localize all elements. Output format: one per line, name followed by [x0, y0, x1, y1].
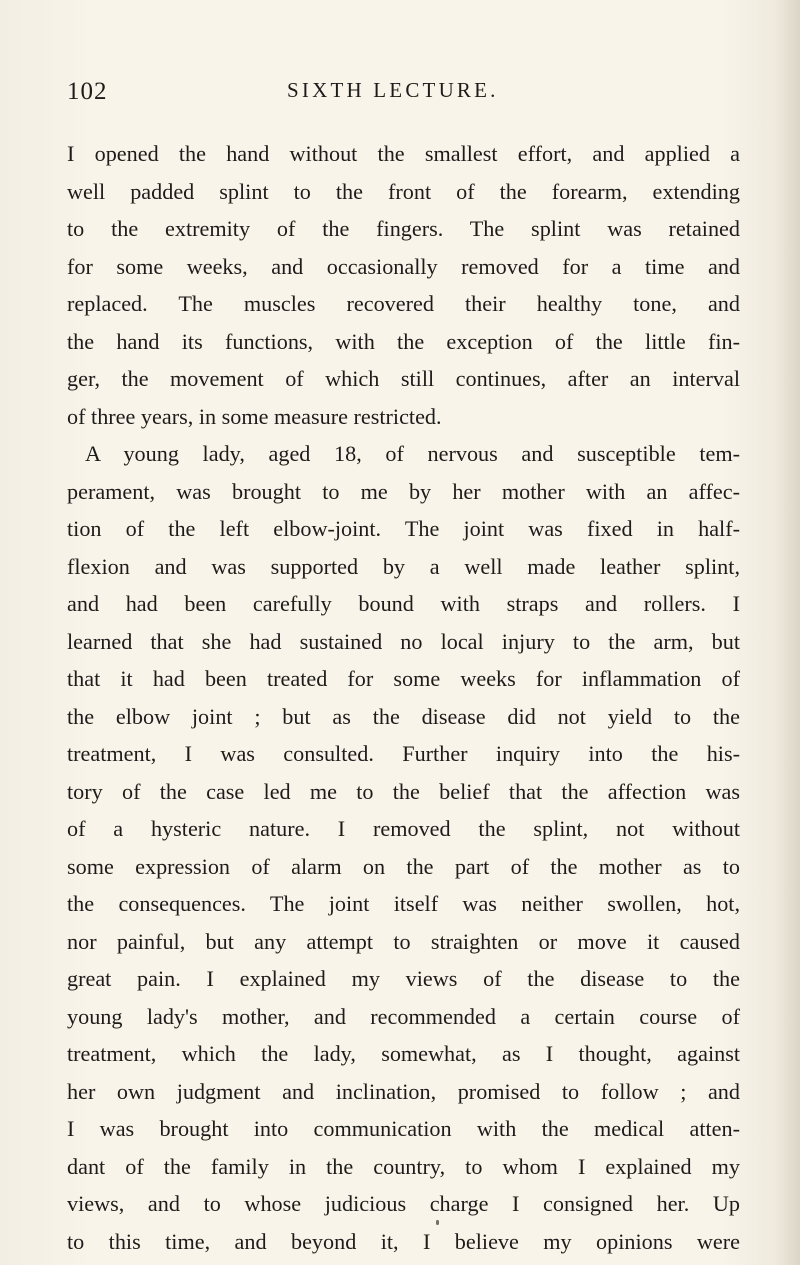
- text-line: perament, was brought to me by her mother with an affec-: [67, 478, 740, 504]
- text-line: some expression of alarm on the part of the mother as to: [67, 853, 740, 879]
- text-line: views, and to whose judicious charge I consigned her. Up: [67, 1191, 740, 1216]
- text-line: great pain. I explained my views of the disease to the: [67, 966, 740, 991]
- text-line: her own judgment and inclination, promised to follow ; and: [67, 1078, 740, 1104]
- text-line: treatment, I was consulted. Further inquiry into the his-: [67, 741, 740, 766]
- text-line: learned that she had sustained no local injury to the arm, but: [67, 628, 740, 654]
- body-text: [67, 135, 740, 1260]
- running-title: SIXTH LECTURE.: [287, 78, 499, 102]
- text-line: treatment, which the lady, somewhat, as I thought, against: [67, 1041, 740, 1066]
- text-line: to the extremity of the fingers. The splint was retained: [67, 216, 740, 241]
- text-line: for some weeks, and occasionally removed for a time and: [67, 253, 740, 279]
- text-line: tory of the case led me to the belief that the affection was: [67, 778, 740, 804]
- text-line: ger, the movement of which still continues, after an interval: [67, 366, 740, 391]
- text-line: well padded splint to the front of the forearm, extending: [67, 178, 740, 204]
- text-line: young lady's mother, and recommended a certain course of: [67, 1003, 740, 1029]
- ink-speck: [436, 1220, 439, 1225]
- text-line: I was brought into communication with the medical atten-: [67, 1116, 740, 1141]
- text-line: nor painful, but any attempt to straighten or move it caused: [67, 928, 740, 954]
- text-line: dant of the family in the country, to whom I explained my: [67, 1153, 740, 1179]
- text-line: to this time, and beyond it, I believe my opinions were: [67, 1228, 740, 1254]
- text-line: the elbow joint ; but as the disease did not yield to the: [67, 703, 740, 729]
- text-line: that it had been treated for some weeks for inflammation of: [67, 666, 740, 691]
- text-line: tion of the left elbow-joint. The joint was fixed in half-: [67, 516, 740, 541]
- text-line: A young lady, aged 18, of nervous and susceptible tem-: [85, 441, 740, 466]
- text-line: replaced. The muscles recovered their healthy tone, and: [67, 291, 740, 316]
- running-head: [67, 78, 747, 108]
- text-line: the hand its functions, with the exception of the little fin-: [67, 328, 740, 354]
- text-line: I opened the hand without the smallest effort, and applied a: [67, 141, 740, 166]
- text-line: of a hysteric nature. I removed the splint, not without: [67, 816, 740, 841]
- text-line: the consequences. The joint itself was neither swollen, hot,: [67, 891, 740, 916]
- text-line: flexion and was supported by a well made leather splint,: [67, 553, 740, 579]
- text-line: of three years, in some measure restricted.: [67, 403, 442, 429]
- page-edge-shadow: [774, 0, 800, 1265]
- text-line: and had been carefully bound with straps and rollers. I: [67, 591, 740, 616]
- page-number: 102: [67, 78, 108, 105]
